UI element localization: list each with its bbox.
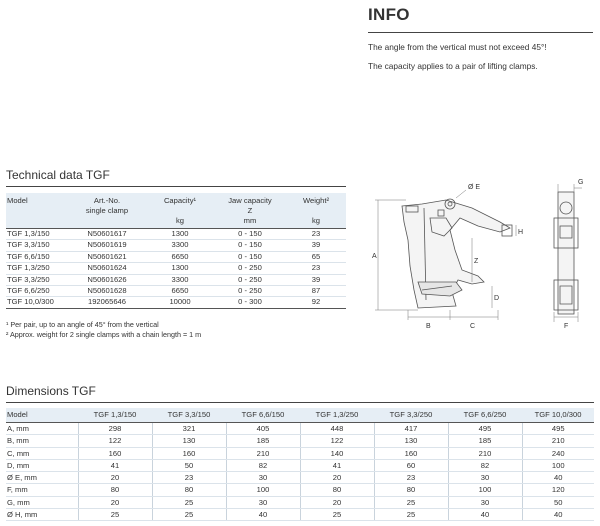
label-z: Z xyxy=(474,258,479,265)
dims-header-model-5: TGF 3,3/250 xyxy=(374,408,448,423)
dims-cell-value: 120 xyxy=(522,484,594,496)
cell-capacity: 6650 xyxy=(146,286,214,297)
dims-cell-value: 130 xyxy=(152,435,226,447)
dims-cell-value: 40 xyxy=(226,509,300,521)
dims-cell-value: 210 xyxy=(226,447,300,459)
dims-cell-value: 495 xyxy=(522,423,594,435)
info-title: INFO xyxy=(368,5,410,24)
dims-cell-value: 417 xyxy=(374,423,448,435)
dims-cell-value: 160 xyxy=(152,447,226,459)
dims-cell-value: 495 xyxy=(448,423,522,435)
cell-weight: 92 xyxy=(286,297,346,308)
cell-model: TGF 3,3/250 xyxy=(6,274,68,285)
cell-model: TGF 6,6/150 xyxy=(6,251,68,262)
clamp-drawing xyxy=(360,170,592,337)
cell-weight: 39 xyxy=(286,274,346,285)
cell-jaw-capacity: 0 - 150 xyxy=(214,229,286,240)
technical-data-header-row xyxy=(6,193,346,229)
cell-capacity: 10000 xyxy=(146,297,214,308)
cell-weight: 65 xyxy=(286,251,346,262)
dims-cell-value: 20 xyxy=(78,496,152,508)
cell-model: TGF 10,0/300 xyxy=(6,297,68,308)
dims-cell-value: 25 xyxy=(152,509,226,521)
dims-header-model-4: TGF 1,3/250 xyxy=(300,408,374,423)
dims-cell-value: 100 xyxy=(522,459,594,471)
dims-cell-value: 30 xyxy=(226,496,300,508)
dims-header-model-7: TGF 10,0/300 xyxy=(522,408,594,423)
dims-cell-value: 130 xyxy=(374,435,448,447)
cell-weight: 39 xyxy=(286,240,346,251)
info-box xyxy=(368,5,593,71)
cell-jaw-capacity: 0 - 150 xyxy=(214,240,286,251)
dims-cell-value: 20 xyxy=(300,472,374,484)
dimensions-row xyxy=(6,472,594,484)
dims-cell-value: 160 xyxy=(374,447,448,459)
dims-cell-value: 41 xyxy=(300,459,374,471)
cell-capacity: 3300 xyxy=(146,240,214,251)
dimensions-row xyxy=(6,447,594,459)
dims-cell-value: 82 xyxy=(448,459,522,471)
cell-artno: N50601619 xyxy=(68,240,146,251)
dims-header-model-3: TGF 6,6/150 xyxy=(226,408,300,423)
technical-data-row xyxy=(6,286,346,297)
dims-cell-value: 20 xyxy=(78,472,152,484)
dims-cell-label: D, mm xyxy=(6,459,78,471)
dims-header-model-2: TGF 3,3/150 xyxy=(152,408,226,423)
dims-cell-value: 23 xyxy=(152,472,226,484)
cell-capacity: 1300 xyxy=(146,263,214,274)
cell-model: TGF 1,3/150 xyxy=(6,229,68,240)
dimensions-row xyxy=(6,484,594,496)
dims-cell-value: 122 xyxy=(300,435,374,447)
dims-cell-value: 50 xyxy=(522,496,594,508)
dimensions-row xyxy=(6,496,594,508)
dims-cell-value: 240 xyxy=(522,447,594,459)
label-d: D xyxy=(494,295,500,302)
cell-model: TGF 3,3/150 xyxy=(6,240,68,251)
dims-cell-value: 185 xyxy=(448,435,522,447)
dims-cell-label: B, mm xyxy=(6,435,78,447)
cell-capacity: 3300 xyxy=(146,274,214,285)
dims-cell-label: C, mm xyxy=(6,447,78,459)
cell-artno: N50601628 xyxy=(68,286,146,297)
dimensions-row xyxy=(6,435,594,447)
cell-weight: 87 xyxy=(286,286,346,297)
dims-header-model-1: TGF 1,3/150 xyxy=(78,408,152,423)
cell-capacity: 6650 xyxy=(146,251,214,262)
dimensions-row xyxy=(6,459,594,471)
dims-cell-value: 23 xyxy=(374,472,448,484)
info-divider xyxy=(368,32,593,33)
dims-cell-label: G, mm xyxy=(6,496,78,508)
dims-cell-value: 40 xyxy=(522,509,594,521)
cell-model: TGF 1,3/250 xyxy=(6,263,68,274)
dims-cell-value: 25 xyxy=(152,496,226,508)
technical-data-row xyxy=(6,229,346,240)
dims-cell-value: 100 xyxy=(226,484,300,496)
cell-artno: N50601624 xyxy=(68,263,146,274)
dimensions-header-row xyxy=(6,408,594,423)
info-capacity-note: The capacity applies to a pair of lifting clamps. xyxy=(368,61,538,71)
header-weight: Weight² kg xyxy=(286,193,346,229)
dims-cell-value: 30 xyxy=(448,472,522,484)
dims-cell-value: 210 xyxy=(448,447,522,459)
dims-cell-value: 40 xyxy=(448,509,522,521)
dimensions-table xyxy=(6,408,594,521)
clamp-diagram-svg xyxy=(360,170,592,332)
cell-jaw-capacity: 0 - 150 xyxy=(214,251,286,262)
technical-data-row xyxy=(6,251,346,262)
header-jaw-capacity: Jaw capacity Z mm xyxy=(214,193,286,229)
dims-cell-value: 298 xyxy=(78,423,152,435)
cell-capacity: 1300 xyxy=(146,229,214,240)
technical-data-row xyxy=(6,297,346,308)
dims-cell-value: 210 xyxy=(522,435,594,447)
dims-cell-value: 80 xyxy=(374,484,448,496)
dims-cell-value: 321 xyxy=(152,423,226,435)
dims-cell-value: 80 xyxy=(300,484,374,496)
dims-cell-value: 80 xyxy=(152,484,226,496)
label-a: A xyxy=(372,253,377,260)
dims-cell-value: 82 xyxy=(226,459,300,471)
dims-cell-value: 25 xyxy=(300,509,374,521)
technical-data-divider xyxy=(6,186,346,187)
info-angle-note: The angle from the vertical must not exceed 45°! xyxy=(368,42,547,52)
dims-cell-value: 160 xyxy=(78,447,152,459)
dims-header-model: Model xyxy=(6,408,78,423)
label-h: H xyxy=(518,229,524,236)
cell-artno: N50601621 xyxy=(68,251,146,262)
technical-data-title: Technical data TGF xyxy=(6,168,110,182)
technical-data-table xyxy=(6,193,346,309)
dims-cell-value: 122 xyxy=(78,435,152,447)
dims-cell-value: 25 xyxy=(374,509,448,521)
dims-cell-value: 185 xyxy=(226,435,300,447)
header-capacity: Capacity¹ kg xyxy=(146,193,214,229)
dims-cell-label: Ø E, mm xyxy=(6,472,78,484)
dimensions-row xyxy=(6,423,594,435)
cell-jaw-capacity: 0 - 250 xyxy=(214,263,286,274)
dims-cell-value: 40 xyxy=(522,472,594,484)
dims-cell-value: 41 xyxy=(78,459,152,471)
dims-cell-value: 405 xyxy=(226,423,300,435)
dims-cell-value: 20 xyxy=(300,496,374,508)
dims-cell-label: A, mm xyxy=(6,423,78,435)
cell-jaw-capacity: 0 - 300 xyxy=(214,297,286,308)
cell-model: TGF 6,6/250 xyxy=(6,286,68,297)
dims-cell-value: 25 xyxy=(374,496,448,508)
cell-artno: N50601626 xyxy=(68,274,146,285)
label-e: Ø E xyxy=(468,184,481,191)
cell-jaw-capacity: 0 - 250 xyxy=(214,286,286,297)
dims-cell-value: 100 xyxy=(448,484,522,496)
header-model: Model xyxy=(6,193,68,229)
cell-artno: 192065646 xyxy=(68,297,146,308)
label-c: C xyxy=(470,323,476,330)
label-f: F xyxy=(564,323,569,330)
dims-cell-label: Ø H, mm xyxy=(6,509,78,521)
technical-data-row xyxy=(6,240,346,251)
cell-weight: 23 xyxy=(286,263,346,274)
label-g: G xyxy=(578,179,584,186)
dimensions-title: Dimensions TGF xyxy=(6,384,96,398)
header-artno: Art.-No. single clamp xyxy=(68,193,146,229)
technical-data-row xyxy=(6,274,346,285)
footnote-capacity: ¹ Per pair, up to an angle of 45° from the vertical xyxy=(6,320,159,329)
label-b: B xyxy=(426,323,431,330)
dims-cell-label: F, mm xyxy=(6,484,78,496)
dims-cell-value: 60 xyxy=(374,459,448,471)
technical-data-row xyxy=(6,263,346,274)
cell-weight: 23 xyxy=(286,229,346,240)
dims-cell-value: 30 xyxy=(448,496,522,508)
dims-cell-value: 80 xyxy=(78,484,152,496)
dimensions-divider xyxy=(6,402,594,403)
dims-cell-value: 25 xyxy=(78,509,152,521)
dims-cell-value: 50 xyxy=(152,459,226,471)
dimensions-row xyxy=(6,509,594,521)
dims-cell-value: 30 xyxy=(226,472,300,484)
footnote-weight: ² Approx. weight for 2 single clamps with a chain length = 1 m xyxy=(6,330,202,339)
dims-cell-value: 448 xyxy=(300,423,374,435)
dims-header-model-6: TGF 6,6/250 xyxy=(448,408,522,423)
cell-jaw-capacity: 0 - 250 xyxy=(214,274,286,285)
cell-artno: N50601617 xyxy=(68,229,146,240)
dims-cell-value: 140 xyxy=(300,447,374,459)
